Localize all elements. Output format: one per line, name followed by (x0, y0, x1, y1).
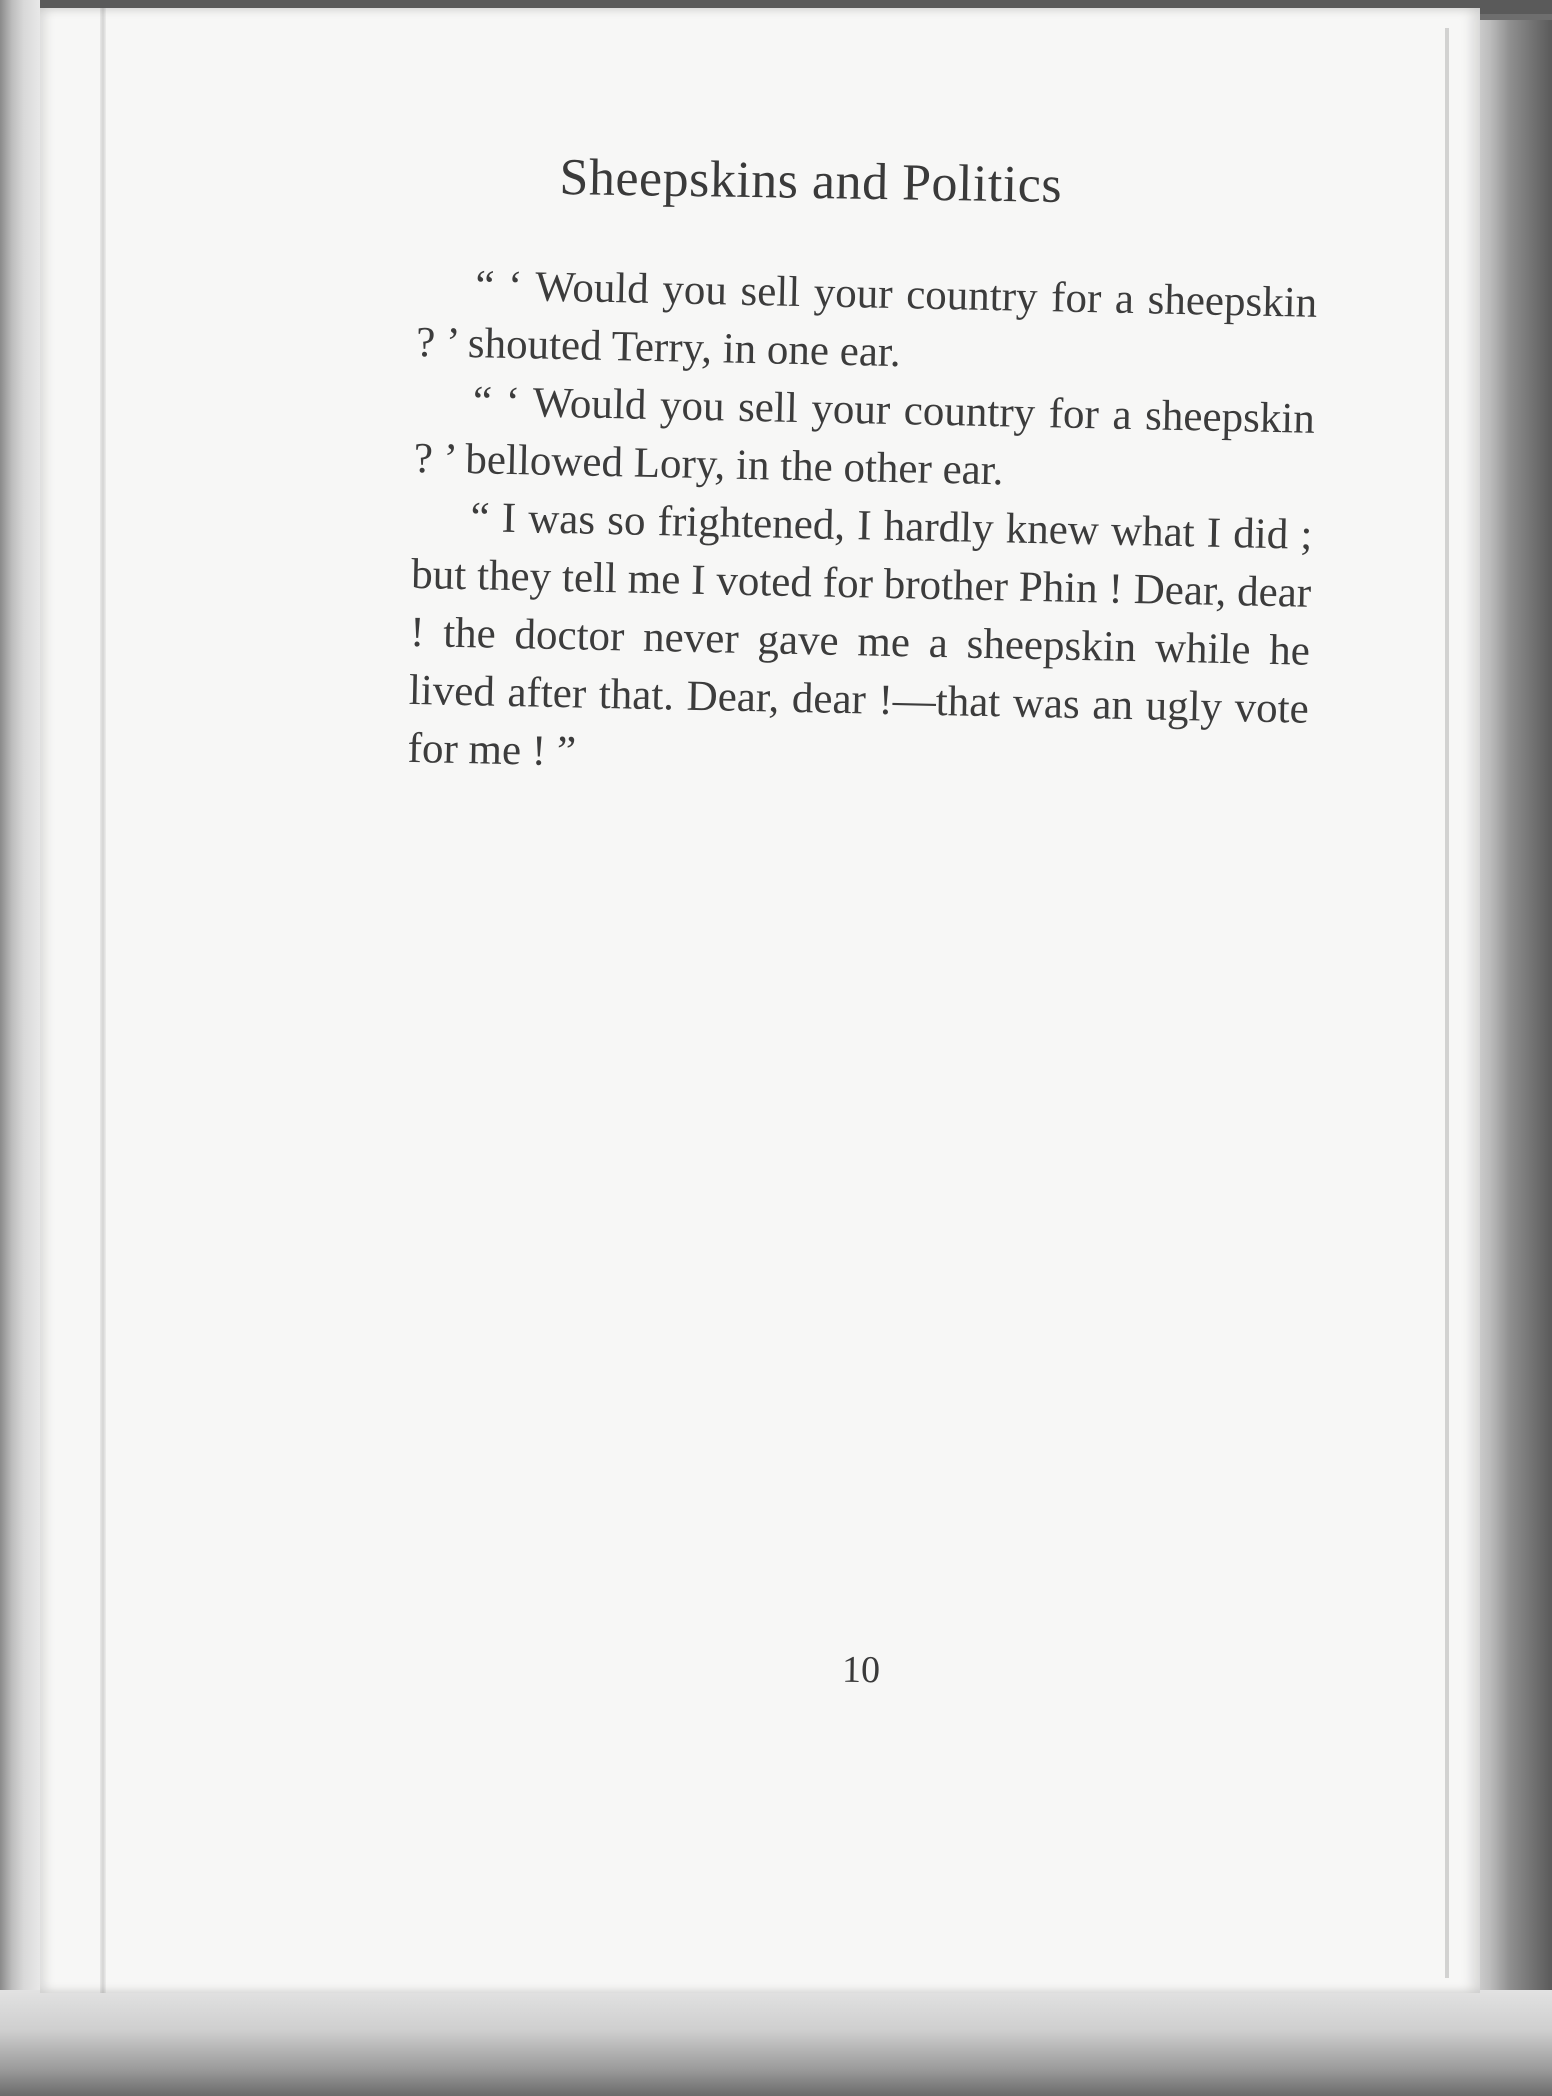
paragraph: “ ‘ Would you sell your country for a sheepskin ? ’ shouted Terry, in one ear. (415, 262, 1318, 377)
body-text (407, 256, 1318, 797)
paragraph: “ ‘ Would you sell your country for a sheepskin ? ’ bellowed Lory, in the other ear. (413, 378, 1316, 495)
running-head: Sheepskins and Politics (559, 148, 1063, 214)
book-left-edge (0, 0, 40, 2096)
book-bottom-edge (0, 1990, 1552, 2096)
book-right-edge (1470, 20, 1552, 2096)
page-gutter (100, 8, 106, 1993)
page-number: 10 (841, 1648, 881, 1692)
page-right-edge (1445, 28, 1449, 1978)
book-page (40, 8, 1480, 1993)
paragraph: “ I was so frightened, I hardly knew what I did ; but they tell me I voted for brother Phin ! Dear, dear ! the doctor never gave me a sheepskin while he lived after that. Dear, dear !—that was an ugly vote for me ! ” (407, 494, 1313, 776)
